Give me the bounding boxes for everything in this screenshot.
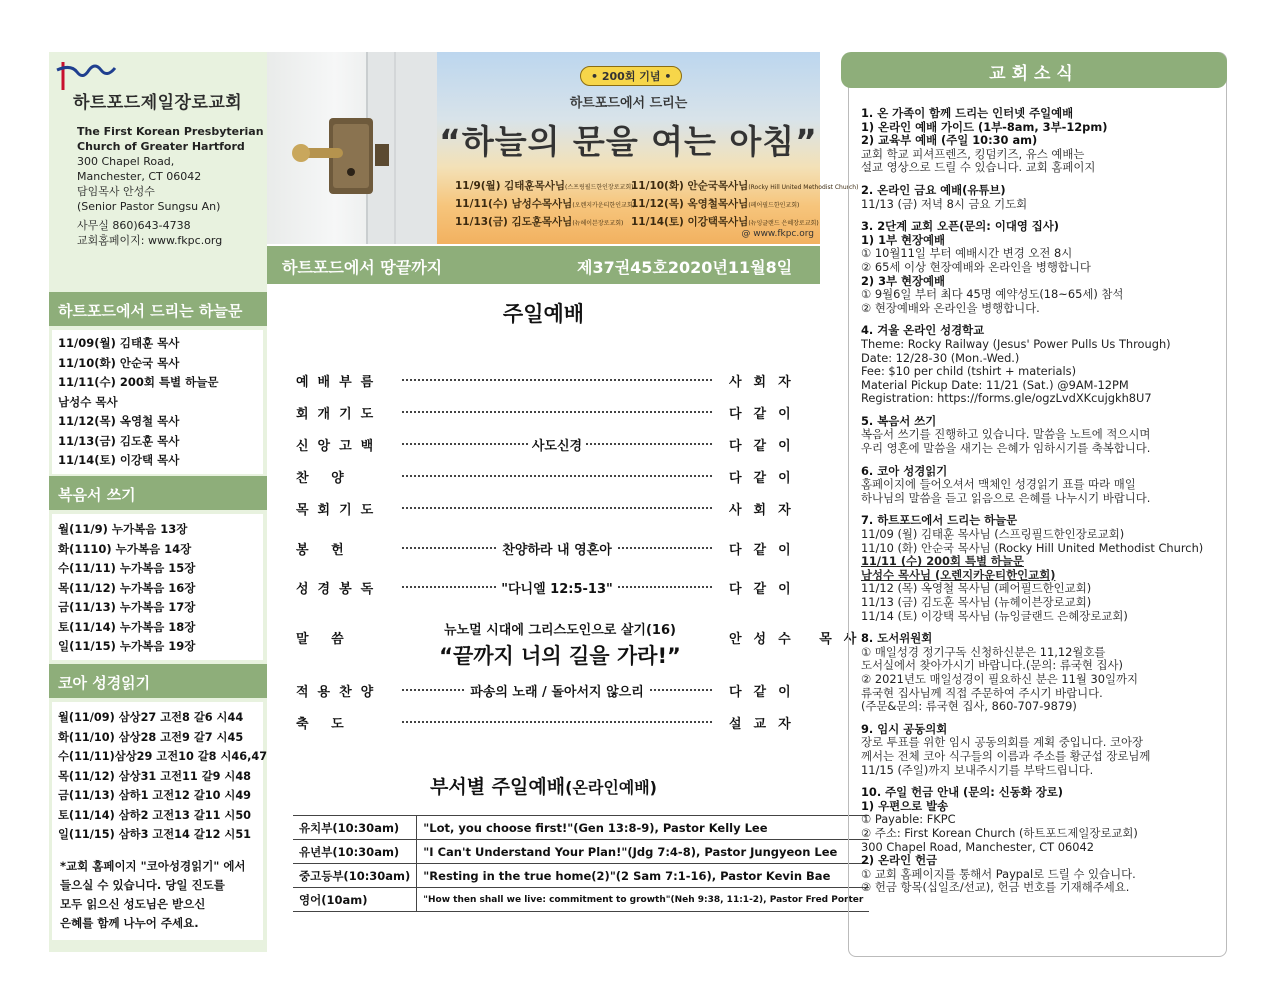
bible-reading-list-item: 목(11/12) 삼상31 고전11 갈9 시48 [58, 769, 252, 783]
news-heading: 1) 온라인 예배 가이드 (1부-8am, 3부-12pm) [861, 119, 1108, 134]
banner-schedule-item: 11/11(수) 남성수목사님(오렌지카운티한인교회) [455, 198, 635, 210]
gospel-writing-list [52, 514, 263, 660]
core-bible-reading-header: 코아 성경읽기 [49, 664, 267, 698]
news-line: ② 2021년도 매일성경이 필요하신 분은 11월 30일까지 [861, 671, 1138, 686]
news-line: 11/12 (목) 옥영철 목사님 (페어필드한인교회) [861, 581, 1092, 596]
department-worship-title: 부서별 주일예배(온라인예배) [430, 776, 657, 798]
news-line: ① Payable: FKPC [861, 812, 956, 827]
motto: 하트포드에서 땅끝까지 [282, 258, 443, 277]
banner-schedule-item: 11/14(토) 이강택목사님(뉴잉글랜드 은혜장로교회) [631, 216, 819, 228]
banner-schedule-item: 11/12(목) 옥영철목사님(페어필드한인교회) [631, 198, 800, 210]
banner-subtitle: 하트포드에서 드리는 [569, 96, 688, 111]
department-name: 중고등부(10:30am) [293, 864, 417, 888]
dotted-leader [402, 379, 712, 381]
haneulmun-list-item: 11/12(목) 옥영철 목사 [58, 414, 180, 428]
news-line: 우리 영혼에 말씀을 새기는 은혜가 임하시기를 축복합니다. [861, 441, 1151, 456]
order-label: 신앙고백 [296, 439, 383, 454]
banner-title: “하늘의 문을 여는 아침” [439, 122, 818, 161]
table-row [293, 864, 869, 888]
news-heading: 2) 3부 현장예배 [861, 273, 946, 288]
worship-order-row [296, 578, 816, 602]
news-heading: 4. 겨울 온라인 성경학교 [861, 323, 985, 338]
address-line-1: 300 Chapel Road, [77, 155, 175, 168]
news-line: 홈페이지에 들어오셔서 맥체인 성경읽기 표를 따라 매일 [861, 477, 1136, 492]
worship-order-row [296, 499, 816, 523]
church-website: 교회홈페이지: www.fkpc.org [77, 234, 223, 247]
gospel-writing-list-item: 토(11/14) 누가복음 18장 [58, 619, 196, 634]
news-line: ① 9월6일 부터 최다 45명 예약성도(18~65세) 참석 [861, 287, 1124, 302]
order-label: 말 씀 [296, 632, 353, 647]
news-heading: 1) 1부 현장예배 [861, 232, 946, 247]
worship-order-row [296, 713, 816, 737]
news-line: (주문&문의: 류국현 집사, 860-707-9879) [861, 699, 1077, 714]
department-sermon: "How then shall we live: commitment to growth"(Neh 9:38, 11:1-2), Pastor Fred Porter [417, 888, 870, 912]
order-leader: 설교자 [729, 717, 803, 732]
table-row [293, 840, 869, 864]
news-line: Registration: https://forms.gle/ogzLvdXKcujgkh8U7 [861, 391, 1152, 406]
table-row [293, 888, 869, 912]
news-line: 복음서 쓰기를 진행하고 있습니다. 말씀을 노트에 적으시며 [861, 427, 1151, 442]
banner-website: @ www.fkpc.org [741, 229, 814, 239]
church-name-korean: 하트포드제일장로교회 [73, 93, 243, 113]
order-label: 예배부름 [296, 375, 383, 390]
worship-order-row [296, 681, 816, 705]
news-line: 11/09 (월) 김태훈 목사님 (스프링필드한인장로교회) [861, 527, 1125, 542]
worship-order-row [296, 467, 816, 491]
haneulmun-list-item: 남성수 목사 [58, 394, 118, 409]
news-line: 장로 투표를 위한 임시 공동의회를 계획 중입니다. 코아장 [861, 735, 1144, 750]
haneulmun-list-item: 11/11(수) 200회 특별 하늘문 [58, 375, 219, 389]
news-heading: 3. 2단계 교회 오픈(문의: 이대영 집사) [861, 219, 1060, 234]
sermon-series: 뉴노멀 시대에 그리스도인으로 살기(16) [444, 623, 676, 638]
gospel-writing-list-item: 목(11/12) 누가복음 16장 [58, 580, 196, 595]
bible-reading-list-item: 금(11/13) 삼하1 고전12 갈10 시49 [58, 789, 252, 802]
haneulmun-list-item: 11/10(화) 안순국 목사 [58, 355, 180, 370]
bible-reading-note-line: 들으실 수 있습니다. 당일 진도를 [60, 877, 225, 892]
office-phone: 사무실 860)643-4738 [77, 219, 191, 232]
left-sidebar [49, 52, 267, 952]
bible-reading-list-item: 화(11/10) 삼상28 고전9 갈7 시45 [58, 730, 244, 744]
news-line: 도서실에서 찾아가시기 바랍니다.(문의: 류국현 집사) [861, 658, 1123, 673]
pastor-korean: 담임목사 안성수 [77, 185, 155, 198]
gospel-writing-list-item: 금(11/13) 누가복음 17장 [58, 600, 196, 614]
church-address-block [77, 124, 264, 248]
haneulmun-list-item: 11/09(월) 김태훈 목사 [58, 336, 180, 350]
order-label: 축 도 [296, 717, 353, 732]
news-heading: 2. 온라인 금요 예배(유튜브) [861, 182, 1006, 197]
order-leader: 안성수 목사 [729, 632, 869, 647]
banner-badge: • 200회 기념 • [580, 66, 682, 86]
news-line: ② 헌금 항목(십일조/선교), 헌금 번호를 기재해주세요. [861, 880, 1130, 895]
banner-schedule-item: 11/13(금) 김도훈목사님(뉴헤이븐장로교회) [455, 216, 624, 228]
order-label: 봉 헌 [296, 543, 353, 558]
news-line: 11/13 (금) 저녁 8시 금요 기도회 [861, 196, 1028, 211]
gospel-writing-header: 복음서 쓰기 [49, 476, 267, 510]
news-line: 11/11 (수) 200회 특별 하늘문 [861, 554, 1024, 569]
haneulmun-list-item: 11/13(금) 김도훈 목사 [58, 433, 180, 448]
news-line: 하나님의 말씀을 듣고 읽음으로 은혜를 나누시기 바랍니다. [861, 490, 1151, 505]
issue-bar [267, 246, 820, 284]
worship-order-row [296, 435, 816, 459]
news-line: ① 매일성경 정기구독 신청하신분은 11,12월호를 [861, 644, 1106, 659]
table-row [293, 816, 869, 840]
news-line: Material Pickup Date: 11/21 (Sat.) @9AM-12PM [861, 377, 1129, 392]
order-leader: 사회자 [729, 375, 803, 390]
church-name-english-1: The First Korean Presbyterian [77, 125, 264, 138]
gospel-writing-list-item: 월(11/9) 누가복음 13장 [58, 522, 188, 536]
order-leader: 사회자 [729, 503, 803, 518]
department-sermon: "Resting in the true home(2)"(2 Sam 7:1-16), Pastor Kevin Bae [417, 864, 870, 888]
news-line: 교회 학교 피셔프렌즈, 킹덤키즈, 유스 예배는 [861, 146, 1085, 161]
order-label: 성경봉독 [296, 582, 383, 597]
order-leader: 다같이 [729, 582, 803, 597]
church-logo [53, 58, 263, 118]
news-line: Fee: $10 per child (tshirt + materials) [861, 364, 1077, 379]
news-heading: 5. 복음서 쓰기 [861, 413, 937, 428]
news-line: 설교 영상으로 드릴 수 있습니다. 교회 홈페이지 [861, 160, 1096, 175]
news-line: Theme: Rocky Railway (Jesus' Power Pulls Us Through) [861, 336, 1171, 351]
news-line: 류국현 집사님께 직접 주문하여 주시기 바랍니다. [861, 685, 1103, 700]
news-heading: 10. 주일 헌금 안내 (문의: 신동화 장로) [861, 785, 1063, 800]
department-name: 영어(10am) [293, 888, 417, 912]
news-line: ① 교회 홈페이지를 통해서 Paypal로 드릴 수 있습니다. [861, 866, 1136, 881]
department-name: 유치부(10:30am) [293, 816, 417, 840]
order-leader: 다같이 [729, 439, 803, 454]
order-leader: 다같이 [729, 471, 803, 486]
department-worship-table [293, 815, 869, 912]
gospel-writing-list-item: 수(11/11) 누가복음 15장 [58, 561, 196, 575]
order-label: 회개기도 [296, 407, 383, 422]
dotted-leader [402, 507, 712, 509]
church-logo-icon [53, 58, 123, 92]
news-body [861, 107, 1223, 895]
dotted-leader [402, 721, 712, 723]
worship-order-row [296, 539, 816, 563]
order-item: 파송의 노래 / 돌아서지 않으리 [402, 681, 712, 700]
order-item: 사도신경 [402, 435, 712, 454]
order-item: "다니엘 12:5-13" [402, 578, 712, 597]
news-line: 300 Chapel Road, Manchester, CT 06042 [861, 839, 1094, 854]
news-line: ② 주소: First Korean Church (하트포드제일장로교회) [861, 825, 1138, 840]
order-item: 찬양하라 내 영혼아 [402, 539, 712, 558]
worship-title: 주일예배 [502, 302, 585, 326]
bible-reading-note [52, 845, 263, 933]
news-line: 께서는 전체 코아 식구들의 이름과 주소를 황군섭 장로님께 [861, 748, 1151, 763]
bible-reading-note-line: *교회 홈페이지 "코아성경읽기" 에서 [60, 858, 246, 873]
haneulmun-header: 하트포드에서 드리는 하늘문 [49, 292, 267, 326]
bible-reading-note-line: 모두 읽으신 성도님은 받으신 [60, 896, 206, 911]
gospel-writing-list-item: 화(1110) 누가복음 14장 [58, 541, 192, 556]
department-sermon: "Lot, you choose first!"(Gen 13:8-9), Pastor Kelly Lee [417, 816, 870, 840]
department-name: 유년부(10:30am) [293, 840, 417, 864]
order-label: 적용찬양 [296, 685, 383, 700]
gospel-writing-list-item: 일(11/15) 누가복음 19장 [58, 639, 196, 653]
sermon-title: “끝까지 너의 길을 가라!” [439, 644, 681, 668]
news-line: ② 현장예배와 온라인을 병행합니다. [861, 300, 1040, 315]
order-leader: 다같이 [729, 685, 803, 700]
news-line: 11/14 (토) 이강택 목사님 (뉴잉글랜드 은혜장로교회) [861, 608, 1128, 623]
news-heading: 2) 온라인 헌금 [861, 853, 938, 868]
news-line: 남성수 목사님 (오렌지카운티한인교회) [861, 567, 1056, 582]
banner-schedule-item: 11/10(화) 안순국목사님(Rocky Hill United Methodist Church) [631, 180, 859, 192]
bible-reading-list-item: 월(11/09) 삼상27 고전8 갈6 시44 [58, 711, 244, 724]
issue-date: 제37권45호2020년11월8일 [577, 258, 793, 277]
department-sermon: "I Can't Understand Your Plan!"(Jdg 7:4-8), Pastor Jungyeon Lee [417, 840, 870, 864]
order-leader: 다같이 [729, 543, 803, 558]
news-heading: 7. 하트포드에서 드리는 하늘문 [861, 513, 1018, 528]
news-heading: 1. 온 가족이 함께 드리는 인터넷 주일예배 [861, 106, 1074, 120]
core-bible-reading-list [52, 702, 268, 940]
news-line: Date: 12/28-30 (Mon.-Wed.) [861, 350, 1020, 365]
news-heading: 9. 임시 공동의회 [861, 721, 948, 736]
news-heading: 6. 코아 성경읽기 [861, 463, 948, 478]
bible-reading-list-item: 수(11/11)삼상29 고전10 갈8 시46,47 [58, 750, 268, 763]
news-line: ① 10월11일 부터 예배시간 변경 오전 8시 [861, 246, 1073, 261]
news-heading: 2) 교육부 예배 (주일 10:30 am) [861, 133, 1038, 148]
order-leader: 다같이 [729, 407, 803, 422]
news-line: 11/10 (화) 안순국 목사님 (Rocky Hill United Methodist Church) [861, 540, 1204, 555]
pastor-english: (Senior Pastor Sungsu An) [77, 200, 221, 213]
anniversary-banner [437, 52, 859, 244]
bible-reading-list-item: 일(11/15) 삼하3 고전14 갈12 시51 [58, 828, 252, 841]
news-heading: 8. 도서위원회 [861, 631, 933, 646]
order-label: 목회기도 [296, 503, 383, 518]
dotted-leader [402, 411, 712, 413]
order-label: 찬 양 [296, 471, 353, 486]
bible-reading-list-item: 토(11/14) 삼하2 고전13 갈11 시50 [58, 808, 252, 822]
address-line-2: Manchester, CT 06042 [77, 170, 202, 183]
dotted-leader [402, 475, 712, 477]
banner-schedule-item: 11/9(월) 김태훈목사님(스프링필드한인장로교회) [455, 180, 634, 192]
news-line: 11/15 (주일)까지 보내주시기를 부탁드립니다. [861, 762, 1094, 777]
worship-order-row [296, 371, 816, 395]
news-header: 교회소식 [841, 52, 1227, 88]
news-line: ② 65세 이상 현장예배와 온라인을 병행합니다 [861, 259, 1091, 274]
news-line: 11/13 (금) 김도훈 목사님 (뉴헤이븐장로교회) [861, 595, 1092, 609]
church-name-english-2: Church of Greater Hartford [77, 140, 245, 153]
haneulmun-list-item: 11/14(토) 이강택 목사 [58, 453, 180, 467]
haneulmun-list [52, 330, 263, 474]
door-photo [267, 52, 437, 244]
news-heading: 1) 우편으로 발송 [861, 798, 949, 813]
bible-reading-note-line: 은혜를 함께 나누어 주세요. [60, 915, 199, 930]
worship-order-row [296, 403, 816, 427]
